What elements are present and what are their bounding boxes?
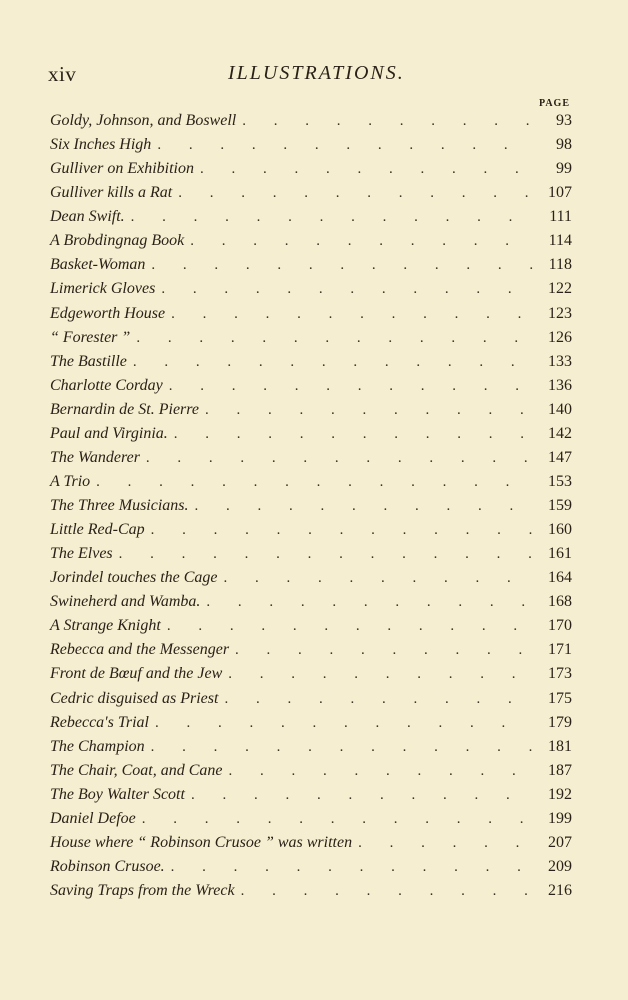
list-item: [50, 425, 572, 449]
dot-leader: [358, 835, 534, 852]
illustration-page-number: 123: [548, 304, 572, 322]
illustration-title: Saving Traps from the Wreck: [50, 882, 235, 899]
list-item: [50, 401, 572, 425]
list-item: [50, 377, 572, 401]
illustration-title: Goldy, Johnson, and Boswell: [50, 112, 237, 129]
list-item: [50, 714, 572, 738]
illustration-title: Bernardin de St. Pierre: [50, 400, 200, 418]
dot-leader: [224, 691, 534, 708]
dot-leader: [151, 739, 534, 756]
list-item: [50, 353, 572, 377]
illustration-title: Paul and Virginia.: [50, 424, 168, 442]
illustration-page-number: 99: [556, 160, 572, 178]
dot-leader: [228, 763, 534, 780]
dot-leader: [200, 161, 534, 178]
illustration-page-number: 160: [548, 521, 572, 539]
dot-leader: [96, 474, 534, 491]
list-item: [50, 810, 572, 834]
dot-leader: [174, 426, 534, 443]
dot-leader: [133, 354, 534, 371]
illustration-page-number: 192: [548, 785, 572, 803]
illustration-title: Dean Swift.: [50, 208, 125, 226]
dot-leader: [155, 715, 534, 732]
illustration-page-number: 187: [548, 761, 572, 779]
list-item: [50, 593, 572, 617]
list-item: [50, 160, 572, 184]
illustration-page-number: 133: [548, 352, 572, 370]
illustration-page-number: 98: [556, 136, 572, 154]
dot-leader: [151, 257, 534, 274]
illustration-page-number: 209: [548, 857, 572, 875]
illustration-page-number: 118: [548, 256, 572, 274]
list-item: [50, 112, 572, 136]
illustration-title: Gulliver kills a Rat: [50, 184, 173, 202]
list-item: [50, 521, 572, 545]
illustration-page-number: 136: [548, 376, 572, 394]
illustration-title: A Trio: [50, 472, 91, 490]
illustration-title: Rebecca's Trial: [50, 713, 149, 731]
list-item: [50, 762, 572, 786]
dot-leader: [167, 618, 534, 635]
list-item: [50, 449, 572, 473]
illustration-page-number: 170: [548, 617, 572, 635]
illustrations-list: [50, 112, 572, 906]
illustration-page-number: 107: [548, 184, 572, 202]
list-item: [50, 690, 572, 714]
illustration-page-number: 114: [548, 232, 572, 250]
list-item: [50, 473, 572, 497]
list-item: [50, 280, 572, 304]
illustration-page-number: 159: [548, 497, 572, 514]
illustration-title: House where “ Robinson Crusoe ” was written: [50, 833, 353, 851]
illustration-page-number: 171: [548, 641, 572, 659]
illustration-page-number: 181: [548, 737, 572, 755]
illustration-page-number: 168: [548, 593, 572, 611]
dot-leader: [228, 666, 534, 683]
list-item: [50, 641, 572, 665]
dot-leader: [151, 522, 534, 539]
illustration-title: Limerick Gloves: [50, 280, 156, 298]
dot-leader: [241, 883, 534, 900]
illustration-page-number: 161: [548, 545, 572, 563]
illustration-title: Basket-Woman: [50, 256, 146, 274]
illustration-title: “ Forester ”: [50, 328, 131, 346]
illustration-page-number: 93: [556, 112, 572, 129]
illustration-title: Front de Bœuf and the Jew: [50, 665, 223, 683]
dot-leader: [206, 594, 534, 611]
list-item: [50, 617, 572, 641]
list-item: [50, 569, 572, 593]
dot-leader: [224, 570, 534, 587]
list-item: [50, 497, 572, 521]
illustration-title: Little Red-Cap: [50, 521, 145, 539]
illustration-page-number: 207: [548, 833, 572, 851]
page-header: [48, 62, 574, 88]
illustration-page-number: 173: [548, 665, 572, 683]
list-item: [50, 184, 572, 208]
dot-leader: [142, 811, 534, 828]
illustration-title: Six Inches High: [50, 136, 152, 154]
illustration-title: Edgeworth House: [50, 304, 166, 322]
illustration-title: The Chair, Coat, and Cane: [50, 761, 223, 779]
illustration-title: Cedric disguised as Priest: [50, 689, 219, 707]
illustration-page-number: 199: [548, 809, 572, 827]
illustration-title: Swineherd and Wamba.: [50, 593, 201, 611]
dot-leader: [169, 378, 534, 395]
dot-leader: [171, 306, 534, 323]
illustration-page-number: 140: [548, 400, 572, 418]
page-title: ILLUSTRATIONS.: [228, 62, 405, 84]
page-number: xiv: [48, 62, 77, 86]
list-item: [50, 256, 572, 280]
illustration-page-number: 142: [548, 424, 572, 442]
illustration-page-number: 111: [549, 208, 572, 226]
illustration-title: A Brobdingnag Book: [50, 232, 185, 250]
dot-leader: [190, 233, 534, 250]
list-item: [50, 329, 572, 353]
list-item: [50, 232, 572, 256]
list-item: [50, 665, 572, 689]
dot-leader: [171, 859, 534, 876]
illustration-title: The Wanderer: [50, 448, 140, 466]
dot-leader: [242, 113, 534, 130]
illustration-title: A Strange Knight: [50, 617, 161, 635]
list-item: [50, 208, 572, 232]
dot-leader: [146, 450, 534, 467]
list-item: [50, 136, 572, 160]
dot-leader: [235, 642, 534, 659]
illustration-title: Gulliver on Exhibition: [50, 160, 194, 178]
illustration-title: Charlotte Corday: [50, 376, 163, 394]
illustration-page-number: 164: [548, 569, 572, 587]
list-item: [50, 545, 572, 569]
illustration-title: The Champion: [50, 737, 145, 755]
dot-leader: [178, 185, 534, 202]
list-item: [50, 858, 572, 882]
illustration-title: Rebecca and the Messenger: [50, 641, 230, 659]
dot-leader: [157, 137, 534, 154]
dot-leader: [131, 209, 534, 226]
list-item: [50, 738, 572, 762]
illustration-title: Jorindel touches the Cage: [50, 569, 218, 587]
page-column-label: PAGE: [538, 98, 570, 109]
illustration-page-number: 122: [548, 280, 572, 298]
illustration-title: The Bastille: [50, 352, 127, 370]
list-item: [50, 882, 572, 906]
illustration-page-number: 216: [548, 882, 572, 899]
dot-leader: [136, 330, 534, 347]
dot-leader: [119, 546, 534, 563]
illustration-title: Daniel Defoe: [50, 809, 136, 827]
dot-leader: [191, 787, 534, 804]
illustration-title: The Elves: [50, 545, 113, 563]
illustration-page-number: 153: [548, 472, 572, 490]
illustration-page-number: 179: [548, 713, 572, 731]
illustration-page-number: 126: [548, 328, 572, 346]
illustration-page-number: 147: [548, 448, 572, 466]
dot-leader: [161, 281, 534, 298]
illustration-title: Robinson Crusoe.: [50, 857, 165, 875]
illustration-title: The Three Musicians.: [50, 497, 189, 514]
list-item: [50, 786, 572, 810]
list-item: [50, 305, 572, 329]
dot-leader: [205, 402, 534, 419]
illustration-page-number: 175: [548, 689, 572, 707]
list-item: [50, 834, 572, 858]
dot-leader: [195, 498, 534, 515]
illustration-title: The Boy Walter Scott: [50, 785, 185, 803]
